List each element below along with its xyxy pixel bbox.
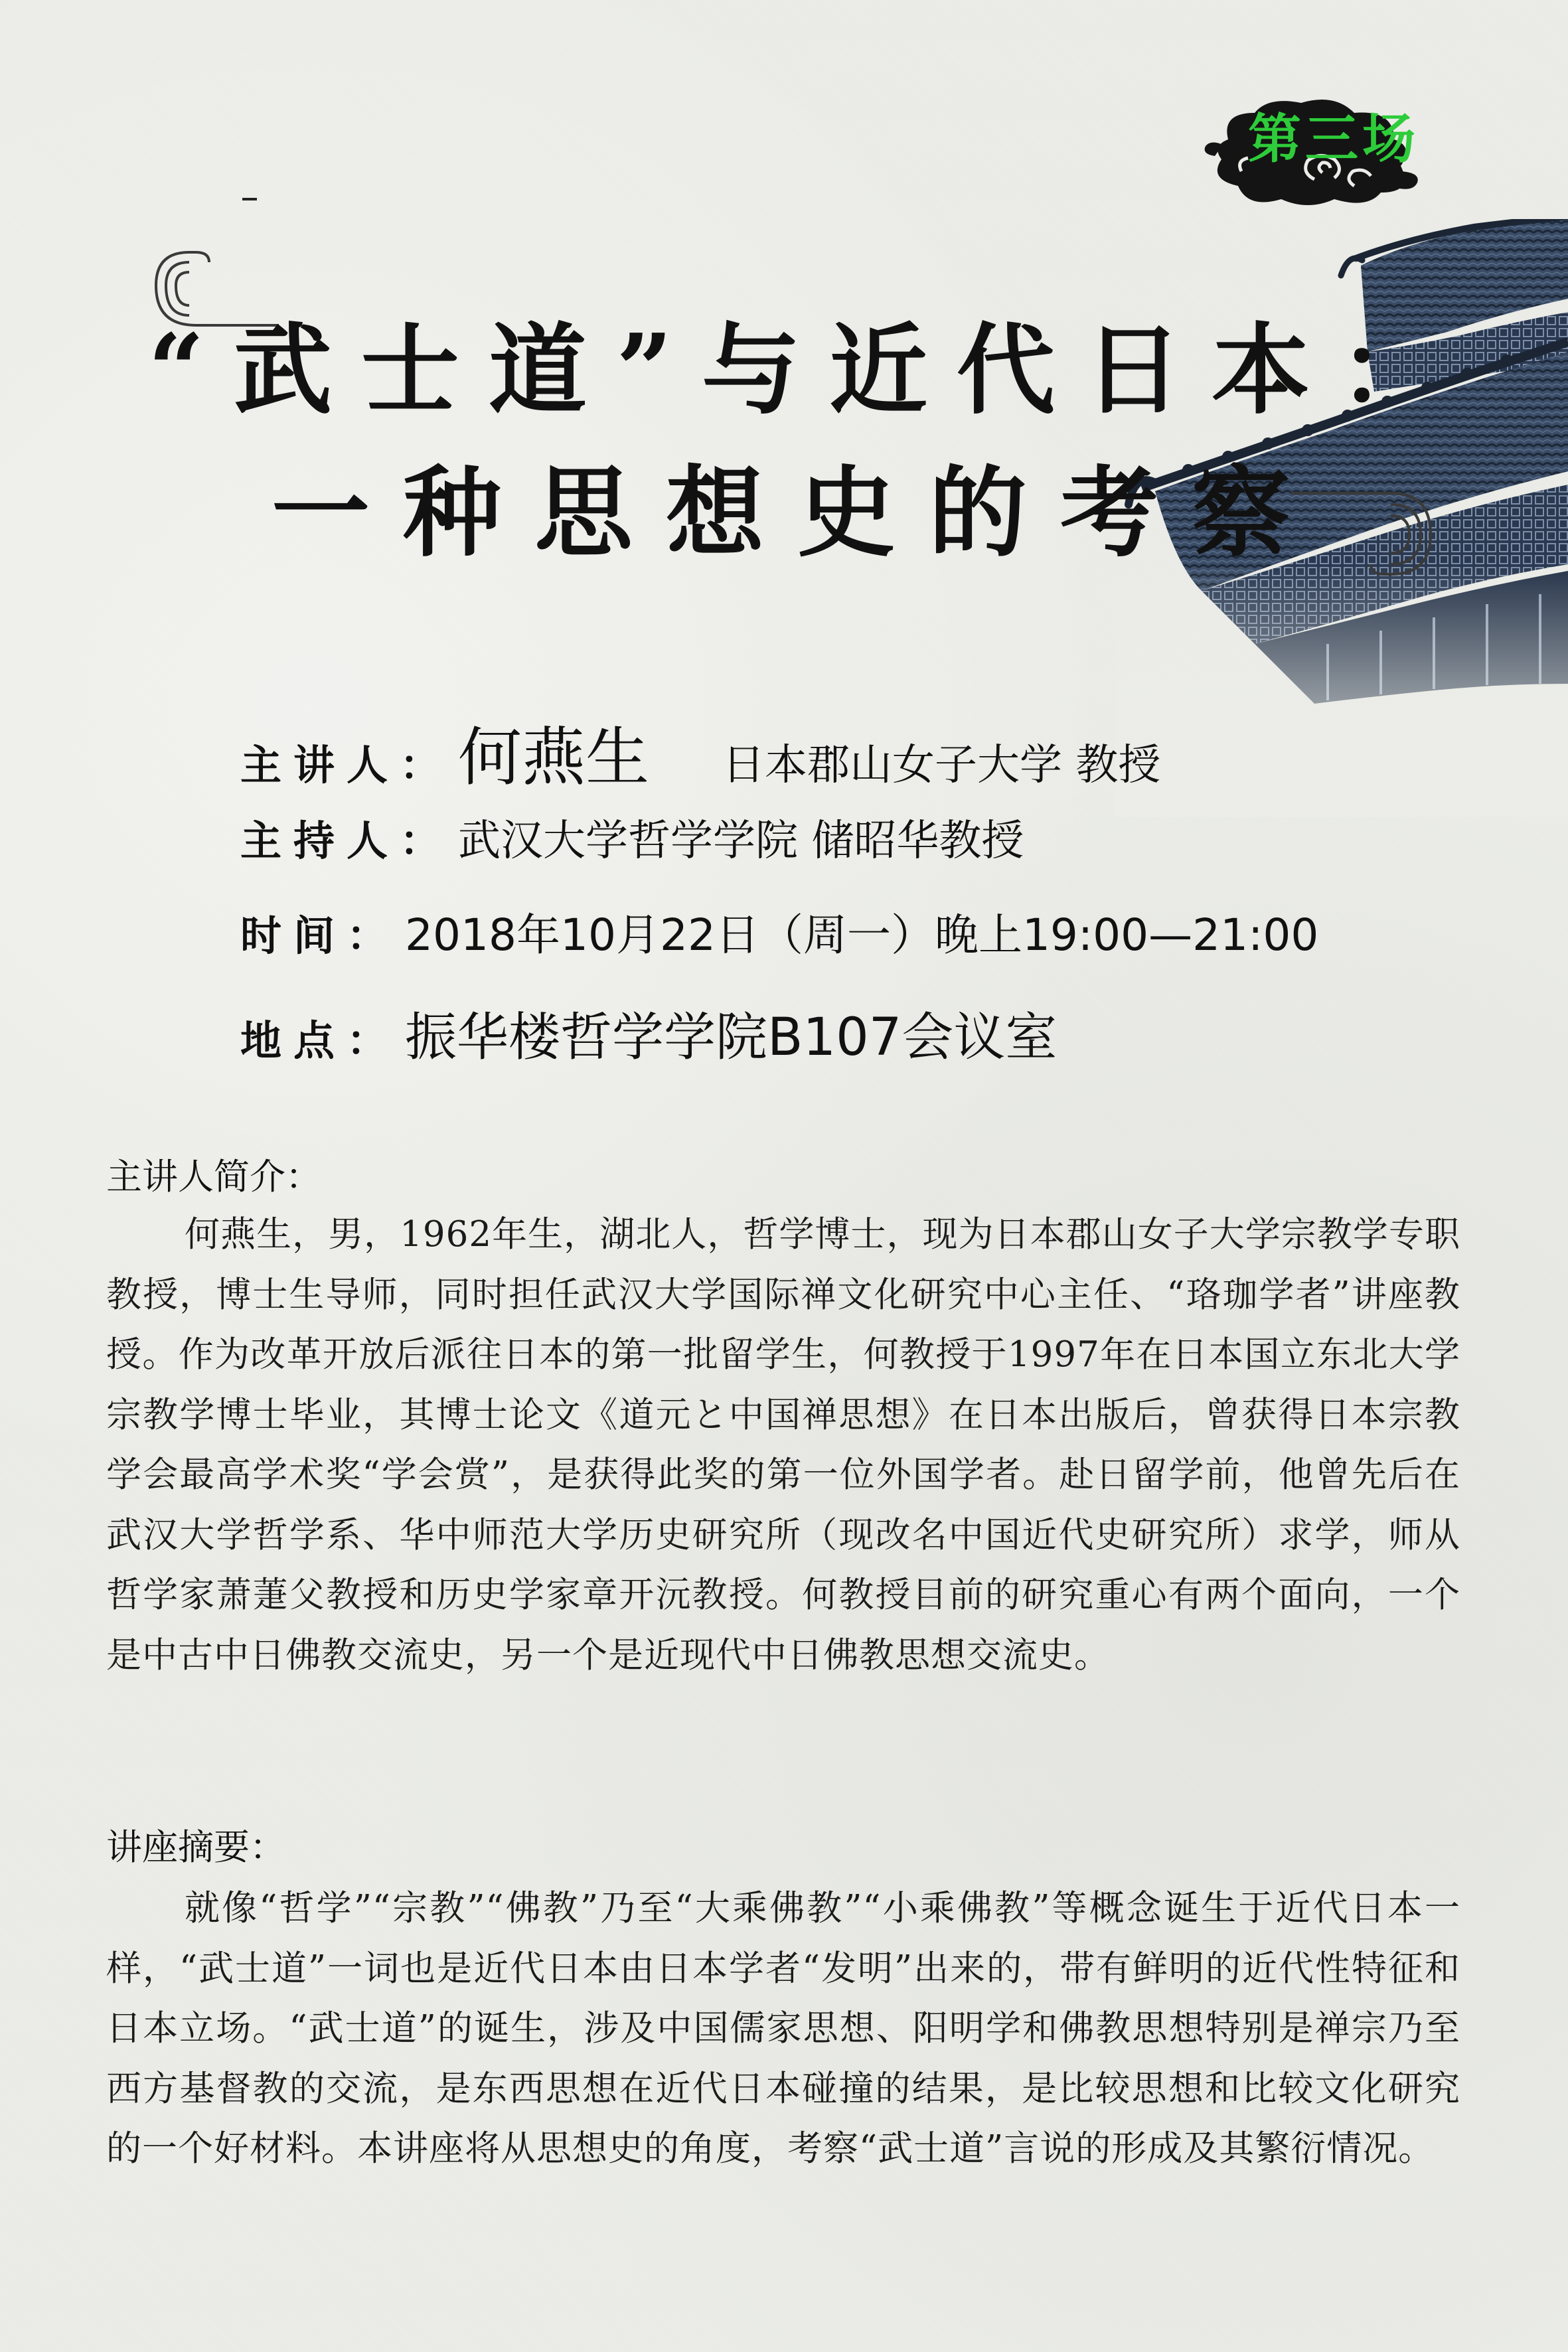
- place-value: 振华楼哲学学院B107会议室: [405, 1008, 1058, 1067]
- host-value: 武汉大学哲学学院 储昭华教授: [458, 817, 1024, 866]
- lecture-abstract-heading: 讲座摘要：: [106, 1826, 285, 1868]
- speaker-label: 主讲人：: [240, 741, 453, 789]
- place-row: [240, 996, 1057, 1070]
- ornament-dash: [242, 198, 257, 200]
- lecture-title-line-1: “武士道”与近代日本：: [147, 312, 1467, 428]
- lecture-abstract-text: 就像“哲学”“宗教”“佛教”乃至“大乘佛教”“小乘佛教”等概念诞生于近代日本一样，“武士道”一词也是近代日本由日本学者“发明”出来的，带有鲜明的近代性特征和日本立场。“武士道”的诞生，涉及中国儒家思想、阳明学和佛教思想特别是禅宗乃至西方基督教的交流，是东西思想在近代日本碰撞的结果，是比较思想和比较文化研究的一个好材料。本讲座将从思想史的角度，考察“武士道”言说的形成及其繁衍情况。: [106, 1888, 1460, 2169]
- host-label: 主持人：: [240, 817, 453, 865]
- session-badge-label: 第三场: [1248, 108, 1419, 170]
- place-label: 地点：: [240, 1016, 400, 1065]
- host-row: [240, 807, 1024, 868]
- lecture-title-line-2: 一种思想史的考察: [272, 455, 1323, 570]
- speaker-row: [240, 707, 1160, 798]
- speaker-intro-heading: 主讲人简介：: [106, 1156, 321, 1198]
- speaker-name: 何燕生: [458, 720, 650, 795]
- time-row: [240, 900, 1318, 963]
- time-label: 时间：: [240, 911, 400, 960]
- speaker-intro-text: 何燕生，男，1962年生，湖北人，哲学博士，现为日本郡山女子大学宗教学专职教授，博士生导师，同时担任武汉大学国际禅文化研究中心主任、“珞珈学者”讲座教授。作为改革开放后派往日本的第一批留学生，何教授于1997年在日本国立东北大学宗教学博士毕业，其博士论文《道元と中国禅思想》在日本出版后，曾获得日本宗教学会最高学术奖“学会赏”，是获得此奖的第一位外国学者。赴日留学前，他曾先后在武汉大学哲学系、华中师范大学历史研究所（现改名中国近代史研究所）求学，师从哲学家萧萐父教授和历史学家章开沅教授。何教授目前的研究重心有两个面向，一个是中古中日佛教交流史，另一个是近现代中日佛教思想交流史。: [106, 1214, 1460, 1676]
- time-value: 2018年10月22日（周一）晚上19:00—21:00: [405, 909, 1319, 961]
- speaker-affiliation: 日本郡山女子大学 教授: [722, 741, 1161, 790]
